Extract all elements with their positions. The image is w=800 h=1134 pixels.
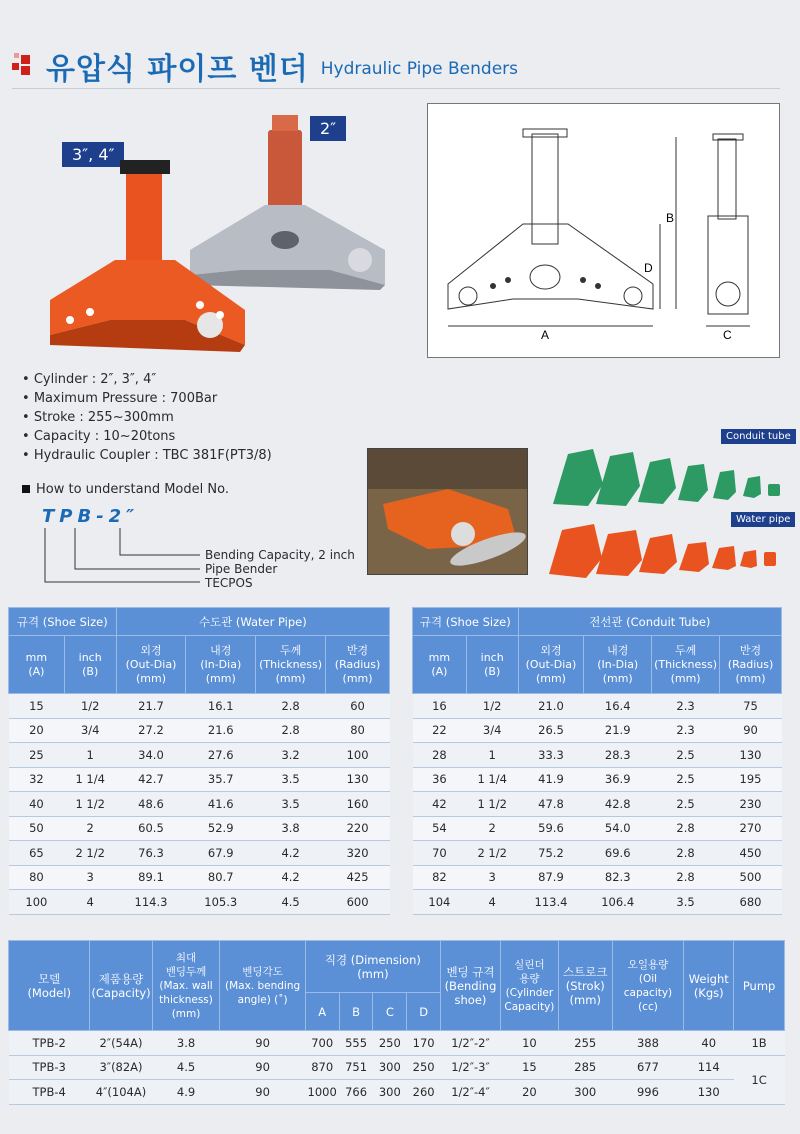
table-cell: 3.5: [256, 767, 326, 792]
table-cell: 2: [466, 816, 518, 841]
table-cell: 75.2: [518, 841, 584, 866]
table-cell: 21.9: [584, 718, 652, 743]
hdr-capacity: 제품용량 (Capacity): [90, 941, 152, 1031]
table-cell: 42: [413, 792, 467, 817]
table-row: [9, 865, 390, 890]
table-cell: 4.2: [256, 865, 326, 890]
sub-header: 반경 (Radius) (mm): [720, 636, 782, 694]
table-row: [413, 841, 782, 866]
tag-water: Water pipe: [731, 512, 795, 527]
table-cell: 22: [413, 718, 467, 743]
table-cell: 42.7: [116, 767, 186, 792]
hdr-dim-c: C: [373, 993, 407, 1031]
table-cell: 195: [720, 767, 782, 792]
table-cell: TPB-4: [9, 1080, 90, 1105]
table-cell: 1: [466, 743, 518, 768]
table-cell: 3.2: [256, 743, 326, 768]
hdr-pump: Pump: [734, 941, 785, 1031]
table-cell: 16.1: [186, 694, 256, 719]
table-cell: 425: [326, 865, 390, 890]
table-row: [9, 743, 390, 768]
hdr-dim-a: A: [305, 993, 339, 1031]
model-code: TPB-2″: [42, 506, 140, 527]
table-cell: 16.4: [584, 694, 652, 719]
table-cell: 59.6: [518, 816, 584, 841]
table-cell: 1: [64, 743, 116, 768]
header-divider: [12, 88, 780, 89]
sub-header: 외경 (Out-Dia) (mm): [116, 636, 186, 694]
table-cell: 677: [612, 1055, 684, 1080]
table-row: [9, 890, 390, 915]
table-cell: 70: [413, 841, 467, 866]
sub-header: 내경 (In-Dia) (mm): [584, 636, 652, 694]
table-cell: 1 1/2: [466, 792, 518, 817]
conduit-shoes-image: [548, 444, 788, 514]
table-cell: 54: [413, 816, 467, 841]
sub-header: 두께 (Thickness) (mm): [256, 636, 326, 694]
technical-drawing: [427, 103, 780, 358]
table-cell: 106.4: [584, 890, 652, 915]
table-cell: 1 1/2: [64, 792, 116, 817]
sub-header: inch (B): [466, 636, 518, 694]
table-row: [413, 816, 782, 841]
spec-item: • Stroke : 255~300mm: [22, 408, 272, 427]
table-cell: 250: [407, 1055, 441, 1080]
table-row: [9, 792, 390, 817]
table-cell: 2.5: [652, 767, 720, 792]
table-cell: 600: [326, 890, 390, 915]
table-cell: 2.8: [256, 718, 326, 743]
table-cell: 28.3: [584, 743, 652, 768]
header-bullet-icon: [12, 53, 38, 79]
hdr-cylinder: 실린더 용량 (Cylinder Capacity): [500, 941, 558, 1031]
table-cell: 60.5: [116, 816, 186, 841]
hdr-wall: 최대 밴딩두께 (Max. wall thickness) (mm): [152, 941, 220, 1031]
table-cell: 4: [64, 890, 116, 915]
table-row: [413, 792, 782, 817]
conduit-group-header: 전선관 (Conduit Tube): [518, 608, 781, 636]
table-cell: 50: [9, 816, 65, 841]
table-cell: 300: [373, 1055, 407, 1080]
spec-item: • Maximum Pressure : 700Bar: [22, 389, 272, 408]
table-cell: 20: [9, 718, 65, 743]
table-cell: 2.5: [652, 792, 720, 817]
table-cell: 104: [413, 890, 467, 915]
hdr-shoe: 벤딩 규격 (Bending shoe): [441, 941, 501, 1031]
table-cell: 75: [720, 694, 782, 719]
table-row: [413, 865, 782, 890]
table-cell: 260: [407, 1080, 441, 1105]
table-cell: 105.3: [186, 890, 256, 915]
table-cell: 2 1/2: [466, 841, 518, 866]
table-cell: 36: [413, 767, 467, 792]
table-cell: 4″(104A): [90, 1080, 152, 1105]
table-cell: 2.8: [652, 841, 720, 866]
table-cell: 15: [9, 694, 65, 719]
spec-item: • Capacity : 10~20tons: [22, 427, 272, 446]
table-cell: 15: [500, 1055, 558, 1080]
page-header: [12, 44, 518, 88]
title-english: Hydraulic Pipe Benders: [320, 59, 518, 79]
table-cell: 1 1/4: [64, 767, 116, 792]
model-guide-heading-text: How to understand Model No.: [36, 482, 229, 497]
table-cell: 1/2: [64, 694, 116, 719]
table-cell: 450: [720, 841, 782, 866]
hdr-oil: 오일용량 (Oil capacity) (cc): [612, 941, 684, 1031]
water-shoe-size-header: 규격 (Shoe Size): [9, 608, 117, 636]
table-row: [9, 816, 390, 841]
hdr-dim-b: B: [339, 993, 373, 1031]
table-cell: 388: [612, 1031, 684, 1056]
table-cell: 3.8: [256, 816, 326, 841]
table-cell: 300: [558, 1080, 612, 1105]
table-cell: 41.9: [518, 767, 584, 792]
table-cell: 60: [326, 694, 390, 719]
table-cell: 90: [220, 1031, 305, 1056]
table-cell: 300: [373, 1080, 407, 1105]
table-cell: 4.5: [152, 1055, 220, 1080]
table-cell: 2.8: [652, 816, 720, 841]
table-cell: 100: [9, 890, 65, 915]
table-cell: 54.0: [584, 816, 652, 841]
table-cell: 27.6: [186, 743, 256, 768]
table-row: [413, 890, 782, 915]
spec-item: • Hydraulic Coupler : TBC 381F(PT3/8): [22, 446, 272, 465]
product-photo-benders: [40, 100, 400, 360]
hdr-dimension: 직경 (Dimension) (mm): [305, 941, 440, 993]
table-cell: 27.2: [116, 718, 186, 743]
hdr-angle: 벤딩각도 (Max. bending angle) (˚): [220, 941, 305, 1031]
table-cell: 3.5: [256, 792, 326, 817]
model-guide-heading: [22, 482, 229, 497]
table-cell: 500: [720, 865, 782, 890]
table-cell: 130: [720, 743, 782, 768]
table-cell: 35.7: [186, 767, 256, 792]
dim-label-b: B: [666, 211, 675, 225]
table-cell: 90: [220, 1080, 305, 1105]
table-cell: 41.6: [186, 792, 256, 817]
table-cell: 82: [413, 865, 467, 890]
dim-label-a: A: [541, 328, 550, 342]
table-cell: 113.4: [518, 890, 584, 915]
table-cell: 2.5: [652, 743, 720, 768]
table-cell: 20: [500, 1080, 558, 1105]
table-cell: 3.5: [652, 890, 720, 915]
table-cell: 751: [339, 1055, 373, 1080]
table-cell: 2″(54A): [90, 1031, 152, 1056]
table-cell: 87.9: [518, 865, 584, 890]
table-cell: 21.0: [518, 694, 584, 719]
sub-header: 반경 (Radius) (mm): [326, 636, 390, 694]
model-guide-lines: [40, 528, 210, 588]
table-cell: 1/2″-4″: [441, 1080, 501, 1105]
table-cell: 680: [720, 890, 782, 915]
table-cell: 90: [220, 1055, 305, 1080]
table-cell: 220: [326, 816, 390, 841]
sub-header: mm (A): [413, 636, 467, 694]
sub-header: 외경 (Out-Dia) (mm): [518, 636, 584, 694]
table-row: [9, 767, 390, 792]
table-cell: 26.5: [518, 718, 584, 743]
table-cell: 114.3: [116, 890, 186, 915]
square-bullet-icon: [22, 485, 30, 493]
dim-label-d: D: [644, 261, 653, 275]
table-cell: 1 1/4: [466, 767, 518, 792]
table-cell: 10: [500, 1031, 558, 1056]
sub-header: mm (A): [9, 636, 65, 694]
table-cell: 21.6: [186, 718, 256, 743]
table-cell: 270: [720, 816, 782, 841]
table-cell: 89.1: [116, 865, 186, 890]
spec-list: [22, 370, 272, 465]
table-cell: 1/2″-3″: [441, 1055, 501, 1080]
table-cell: 32: [9, 767, 65, 792]
dim-label-c: C: [723, 328, 732, 342]
photo-label-small: 2″: [310, 116, 346, 141]
tag-conduit: Conduit tube: [721, 429, 796, 444]
table-cell: 4: [466, 890, 518, 915]
title-korean: 유압식 파이프 벤더: [46, 52, 309, 87]
table-cell: 2.3: [652, 718, 720, 743]
table-row: [9, 1080, 785, 1105]
table-cell: 3/4: [466, 718, 518, 743]
table-cell: 555: [339, 1031, 373, 1056]
table-cell: 1/2″-2″: [441, 1031, 501, 1056]
hdr-weight: Weight (Kgs): [684, 941, 734, 1031]
table-cell: 4.5: [256, 890, 326, 915]
table-cell: 48.6: [116, 792, 186, 817]
conduit-shoe-size-header: 규격 (Shoe Size): [413, 608, 519, 636]
pump-cell: 1B: [734, 1031, 785, 1056]
table-cell: 114: [684, 1055, 734, 1080]
model-part-type: Pipe Bender: [205, 562, 278, 576]
table-cell: 2 1/2: [64, 841, 116, 866]
table-cell: 996: [612, 1080, 684, 1105]
table-cell: 170: [407, 1031, 441, 1056]
table-cell: 52.9: [186, 816, 256, 841]
spec-item: • Cylinder : 2″, 3″, 4″: [22, 370, 272, 389]
table-cell: 40: [9, 792, 65, 817]
hdr-model: 모델 (Model): [9, 941, 90, 1031]
table-cell: 36.9: [584, 767, 652, 792]
conduit-tube-table: [412, 607, 782, 915]
table-cell: 28: [413, 743, 467, 768]
sub-header: 두께 (Thickness) (mm): [652, 636, 720, 694]
table-cell: 40: [684, 1031, 734, 1056]
table-cell: 21.7: [116, 694, 186, 719]
table-cell: 16: [413, 694, 467, 719]
water-group-header: 수도관 (Water Pipe): [116, 608, 389, 636]
table-cell: 2.8: [256, 694, 326, 719]
table-cell: 255: [558, 1031, 612, 1056]
table-cell: 47.8: [518, 792, 584, 817]
table-cell: 285: [558, 1055, 612, 1080]
water-shoes-image: [544, 512, 784, 584]
table-cell: 65: [9, 841, 65, 866]
table-cell: 82.3: [584, 865, 652, 890]
table-cell: 700: [305, 1031, 339, 1056]
model-spec-table: [8, 940, 785, 1105]
hdr-stroke: 스트로크 (Strok) (mm): [558, 941, 612, 1031]
model-part-capacity: Bending Capacity, 2 inch: [205, 548, 355, 562]
table-cell: 1/2: [466, 694, 518, 719]
table-cell: 90: [720, 718, 782, 743]
table-cell: 160: [326, 792, 390, 817]
table-cell: 100: [326, 743, 390, 768]
table-cell: 2.8: [652, 865, 720, 890]
table-cell: 2: [64, 816, 116, 841]
table-cell: 3″(82A): [90, 1055, 152, 1080]
table-cell: 76.3: [116, 841, 186, 866]
table-cell: 1000: [305, 1080, 339, 1105]
table-cell: 34.0: [116, 743, 186, 768]
table-row: [413, 743, 782, 768]
hdr-dim-d: D: [407, 993, 441, 1031]
table-cell: 42.8: [584, 792, 652, 817]
table-cell: 25: [9, 743, 65, 768]
table-cell: 4.9: [152, 1080, 220, 1105]
table-row: [9, 1031, 785, 1056]
table-cell: 3: [64, 865, 116, 890]
sub-header: 내경 (In-Dia) (mm): [186, 636, 256, 694]
water-pipe-table: [8, 607, 390, 915]
table-row: [413, 718, 782, 743]
usage-photo: [367, 448, 528, 575]
table-row: [413, 767, 782, 792]
table-cell: 69.6: [584, 841, 652, 866]
table-row: [413, 694, 782, 719]
table-cell: 130: [684, 1080, 734, 1105]
table-row: [9, 1055, 785, 1080]
table-row: [9, 694, 390, 719]
table-cell: 80: [9, 865, 65, 890]
table-cell: 67.9: [186, 841, 256, 866]
sub-header: inch (B): [64, 636, 116, 694]
table-cell: 3: [466, 865, 518, 890]
table-cell: 33.3: [518, 743, 584, 768]
model-part-brand: TECPOS: [205, 576, 253, 590]
table-cell: 3/4: [64, 718, 116, 743]
table-cell: 80: [326, 718, 390, 743]
table-cell: 3.8: [152, 1031, 220, 1056]
table-cell: 4.2: [256, 841, 326, 866]
table-cell: 870: [305, 1055, 339, 1080]
table-cell: TPB-3: [9, 1055, 90, 1080]
table-cell: 766: [339, 1080, 373, 1105]
table-row: [9, 718, 390, 743]
table-cell: 80.7: [186, 865, 256, 890]
photo-label-large: 3″, 4″: [62, 142, 124, 167]
table-cell: TPB-2: [9, 1031, 90, 1056]
table-cell: 320: [326, 841, 390, 866]
table-cell: 2.3: [652, 694, 720, 719]
table-cell: 230: [720, 792, 782, 817]
table-cell: 250: [373, 1031, 407, 1056]
table-row: [9, 841, 390, 866]
table-cell: 130: [326, 767, 390, 792]
pump-cell: 1C: [734, 1055, 785, 1104]
